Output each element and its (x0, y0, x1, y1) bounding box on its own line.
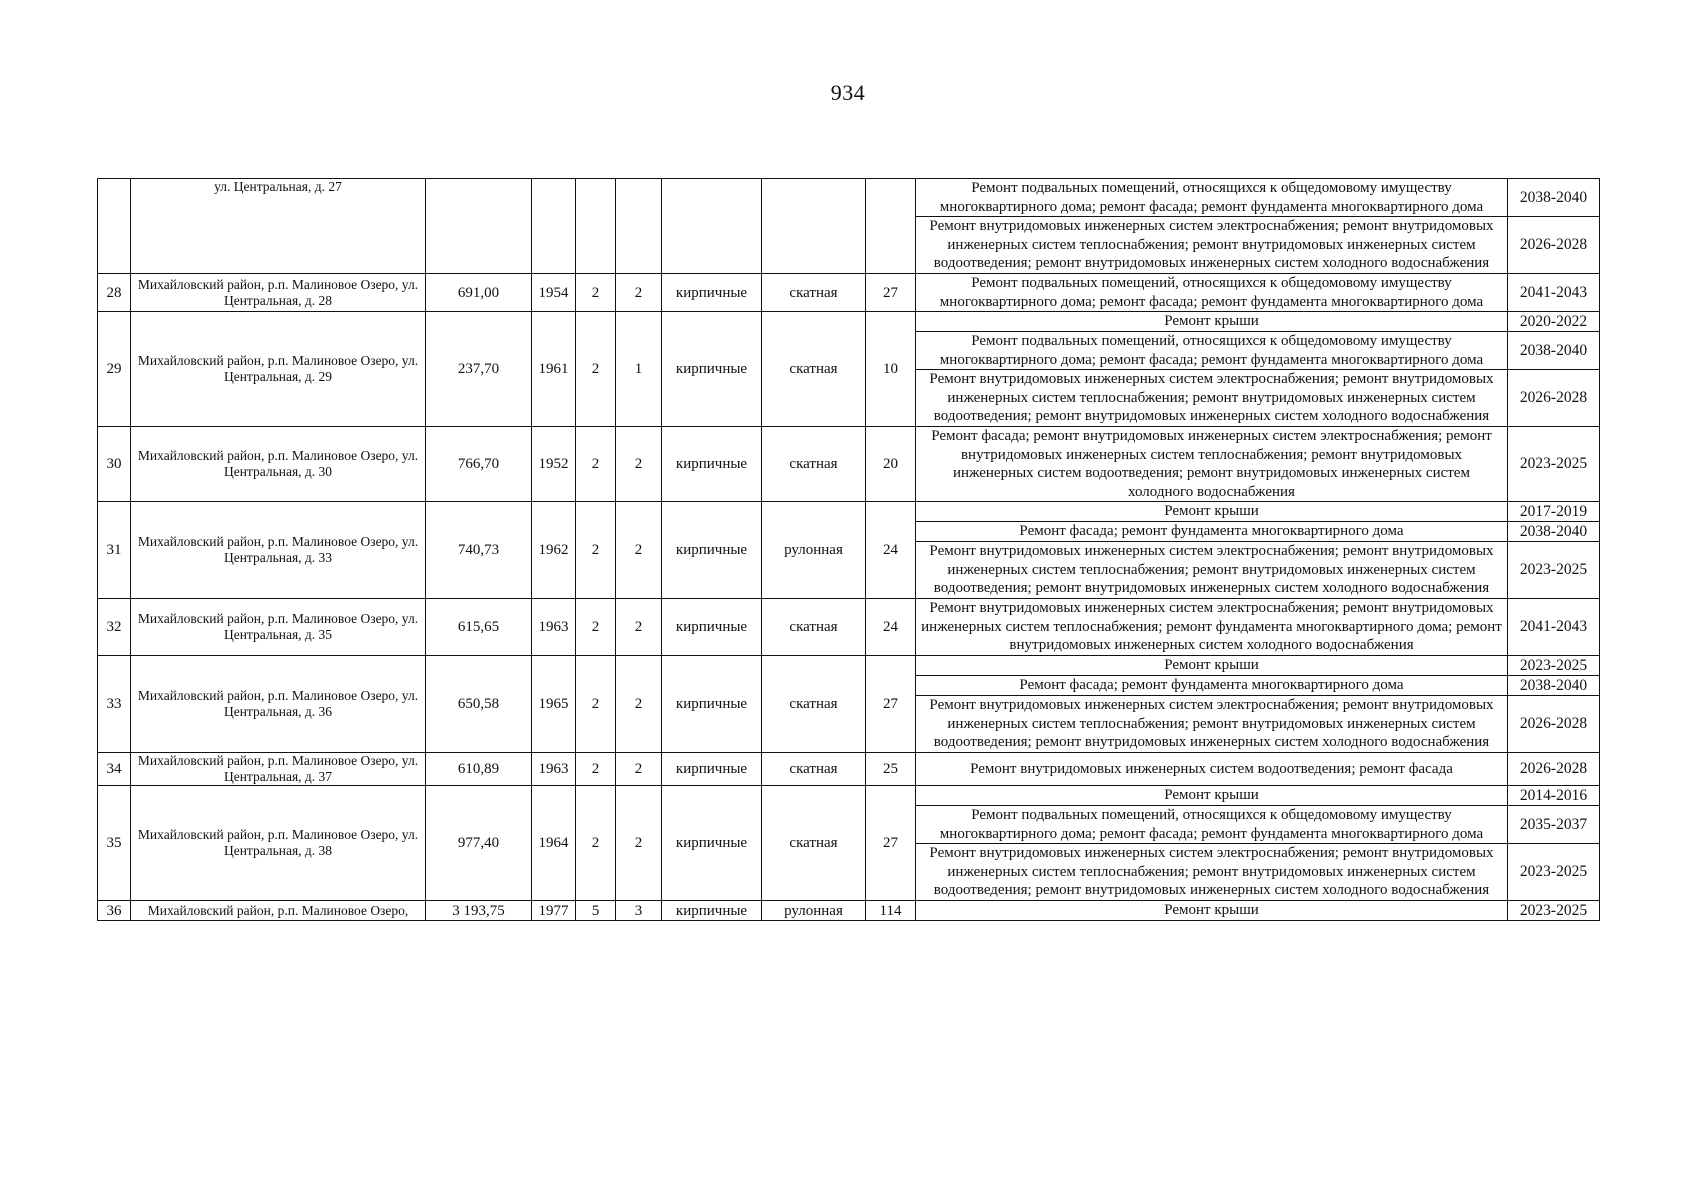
row-number-cell: 31 (98, 502, 131, 599)
period-cell: 2020-2022 (1508, 312, 1600, 332)
works-cell: Ремонт внутридомовых инженерных систем электроснабжения; ремонт внутридомовых инженерных систем теплоснабжения; ремонт внутридомовых инженерных систем водоотведения; ремонт внутридомовых инженерных систем холодного водоснабжения (916, 370, 1508, 427)
row-number-cell: 35 (98, 786, 131, 901)
works-cell: Ремонт крыши (916, 502, 1508, 522)
area-cell: 766,70 (426, 427, 532, 502)
entrances-cell (616, 179, 662, 274)
period-cell: 2023-2025 (1508, 656, 1600, 676)
works-cell: Ремонт крыши (916, 901, 1508, 921)
address-cell: Михайловский район, р.п. Малиновое Озеро, ул. Центральная, д. 38 (131, 786, 426, 901)
apartments-cell: 24 (866, 502, 916, 599)
floors-cell: 2 (576, 753, 616, 786)
area-cell: 740,73 (426, 502, 532, 599)
area-cell: 3 193,75 (426, 901, 532, 921)
works-cell: Ремонт фасада; ремонт фундамента многоквартирного дома (916, 676, 1508, 696)
walls-cell: кирпичные (662, 274, 762, 312)
address-cell: Михайловский район, р.п. Малиновое Озеро, ул. Центральная, д. 29 (131, 312, 426, 427)
apartments-cell: 27 (866, 656, 916, 753)
area-cell (426, 179, 532, 274)
address-cell: Михайловский район, р.п. Малиновое Озеро, ул. Центральная, д. 35 (131, 599, 426, 656)
period-cell: 2026-2028 (1508, 696, 1600, 753)
roof-cell: рулонная (762, 901, 866, 921)
row-number-cell: 30 (98, 427, 131, 502)
period-cell: 2038-2040 (1508, 676, 1600, 696)
table-row (98, 179, 1600, 217)
works-cell: Ремонт подвальных помещений, относящихся к общедомовому имуществу многоквартирного дома; ремонт фасада; ремонт фундамента многоквартирного дома (916, 806, 1508, 844)
table-row (98, 901, 1600, 921)
year-cell: 1963 (532, 753, 576, 786)
year-cell: 1952 (532, 427, 576, 502)
period-cell: 2041-2043 (1508, 274, 1600, 312)
walls-cell: кирпичные (662, 786, 762, 901)
entrances-cell: 2 (616, 427, 662, 502)
area-cell: 977,40 (426, 786, 532, 901)
roof-cell: скатная (762, 427, 866, 502)
table-row (98, 312, 1600, 332)
address-cell: ул. Центральная, д. 27 (131, 179, 426, 274)
roof-cell: скатная (762, 599, 866, 656)
period-cell: 2023-2025 (1508, 901, 1600, 921)
year-cell: 1963 (532, 599, 576, 656)
walls-cell (662, 179, 762, 274)
row-number-cell: 32 (98, 599, 131, 656)
floors-cell: 2 (576, 599, 616, 656)
roof-cell: скатная (762, 753, 866, 786)
walls-cell: кирпичные (662, 427, 762, 502)
period-cell: 2023-2025 (1508, 427, 1600, 502)
period-cell: 2026-2028 (1508, 753, 1600, 786)
walls-cell: кирпичные (662, 312, 762, 427)
period-cell: 2041-2043 (1508, 599, 1600, 656)
roof-cell: скатная (762, 312, 866, 427)
entrances-cell: 2 (616, 786, 662, 901)
apartments-cell: 10 (866, 312, 916, 427)
entrances-cell: 2 (616, 656, 662, 753)
works-cell: Ремонт крыши (916, 786, 1508, 806)
works-cell: Ремонт крыши (916, 656, 1508, 676)
floors-cell: 2 (576, 312, 616, 427)
apartments-cell: 27 (866, 786, 916, 901)
year-cell: 1961 (532, 312, 576, 427)
year-cell: 1977 (532, 901, 576, 921)
area-cell: 615,65 (426, 599, 532, 656)
roof-cell: рулонная (762, 502, 866, 599)
table-row (98, 274, 1600, 312)
period-cell: 2038-2040 (1508, 179, 1600, 217)
period-cell: 2026-2028 (1508, 370, 1600, 427)
works-cell: Ремонт подвальных помещений, относящихся к общедомовому имуществу многоквартирного дома; ремонт фасада; ремонт фундамента многоквартирного дома (916, 332, 1508, 370)
roof-cell (762, 179, 866, 274)
apartments-cell: 20 (866, 427, 916, 502)
table-body (98, 179, 1600, 921)
works-cell: Ремонт крыши (916, 312, 1508, 332)
works-cell: Ремонт внутридомовых инженерных систем электроснабжения; ремонт внутридомовых инженерных систем теплоснабжения; ремонт внутридомовых инженерных систем водоотведения; ремонт внутридомовых инженерных систем холодного водоснабжения (916, 542, 1508, 599)
works-cell: Ремонт внутридомовых инженерных систем электроснабжения; ремонт внутридомовых инженерных систем теплоснабжения; ремонт фундамента многоквартирного дома; ремонт внутридомовых инженерных систем холодного водоснабжения (916, 599, 1508, 656)
walls-cell: кирпичные (662, 753, 762, 786)
period-cell: 2017-2019 (1508, 502, 1600, 522)
roof-cell: скатная (762, 656, 866, 753)
housing-repair-table (97, 178, 1600, 921)
row-number-cell: 28 (98, 274, 131, 312)
floors-cell: 5 (576, 901, 616, 921)
period-cell: 2035-2037 (1508, 806, 1600, 844)
apartments-cell (866, 179, 916, 274)
entrances-cell: 2 (616, 502, 662, 599)
table-row (98, 502, 1600, 522)
works-cell: Ремонт внутридомовых инженерных систем электроснабжения; ремонт внутридомовых инженерных систем теплоснабжения; ремонт внутридомовых инженерных систем водоотведения; ремонт внутридомовых инженерных систем холодного водоснабжения (916, 696, 1508, 753)
roof-cell: скатная (762, 274, 866, 312)
address-cell: Михайловский район, р.п. Малиновое Озеро, ул. Центральная, д. 28 (131, 274, 426, 312)
entrances-cell: 2 (616, 753, 662, 786)
period-cell: 2023-2025 (1508, 542, 1600, 599)
period-cell: 2023-2025 (1508, 844, 1600, 901)
area-cell: 610,89 (426, 753, 532, 786)
works-cell: Ремонт подвальных помещений, относящихся к общедомовому имуществу многоквартирного дома; ремонт фасада; ремонт фундамента многоквартирного дома (916, 179, 1508, 217)
period-cell: 2014-2016 (1508, 786, 1600, 806)
apartments-cell: 24 (866, 599, 916, 656)
table-row (98, 427, 1600, 502)
row-number-cell: 36 (98, 901, 131, 921)
period-cell: 2038-2040 (1508, 522, 1600, 542)
row-number-cell (98, 179, 131, 274)
period-cell: 2026-2028 (1508, 217, 1600, 274)
year-cell: 1965 (532, 656, 576, 753)
area-cell: 650,58 (426, 656, 532, 753)
address-cell: Михайловский район, р.п. Малиновое Озеро, ул. Центральная, д. 37 (131, 753, 426, 786)
address-cell: Михайловский район, р.п. Малиновое Озеро, ул. Центральная, д. 36 (131, 656, 426, 753)
apartments-cell: 27 (866, 274, 916, 312)
walls-cell: кирпичные (662, 901, 762, 921)
area-cell: 237,70 (426, 312, 532, 427)
works-cell: Ремонт фасада; ремонт фундамента многоквартирного дома (916, 522, 1508, 542)
floors-cell: 2 (576, 656, 616, 753)
entrances-cell: 2 (616, 274, 662, 312)
year-cell: 1962 (532, 502, 576, 599)
year-cell: 1964 (532, 786, 576, 901)
address-cell: Михайловский район, р.п. Малиновое Озеро, (131, 901, 426, 921)
walls-cell: кирпичные (662, 599, 762, 656)
apartments-cell: 25 (866, 753, 916, 786)
works-cell: Ремонт подвальных помещений, относящихся к общедомовому имуществу многоквартирного дома; ремонт фасада; ремонт фундамента многоквартирного дома (916, 274, 1508, 312)
floors-cell (576, 179, 616, 274)
entrances-cell: 3 (616, 901, 662, 921)
works-cell: Ремонт внутридомовых инженерных систем электроснабжения; ремонт внутридомовых инженерных систем теплоснабжения; ремонт внутридомовых инженерных систем водоотведения; ремонт внутридомовых инженерных систем холодного водоснабжения (916, 217, 1508, 274)
address-cell: Михайловский район, р.п. Малиновое Озеро, ул. Центральная, д. 30 (131, 427, 426, 502)
roof-cell: скатная (762, 786, 866, 901)
period-cell: 2038-2040 (1508, 332, 1600, 370)
entrances-cell: 2 (616, 599, 662, 656)
works-cell: Ремонт фасада; ремонт внутридомовых инженерных систем электроснабжения; ремонт внутридомовых инженерных систем теплоснабжения; ремонт внутридомовых инженерных систем водоотведения; ремонт внутридомовых инженерных систем холодного водоснабжения (916, 427, 1508, 502)
floors-cell: 2 (576, 274, 616, 312)
table-row (98, 753, 1600, 786)
apartments-cell: 114 (866, 901, 916, 921)
row-number-cell: 34 (98, 753, 131, 786)
row-number-cell: 33 (98, 656, 131, 753)
year-cell: 1954 (532, 274, 576, 312)
works-cell: Ремонт внутридомовых инженерных систем водоотведения; ремонт фасада (916, 753, 1508, 786)
floors-cell: 2 (576, 502, 616, 599)
walls-cell: кирпичные (662, 656, 762, 753)
year-cell (532, 179, 576, 274)
row-number-cell: 29 (98, 312, 131, 427)
floors-cell: 2 (576, 427, 616, 502)
entrances-cell: 1 (616, 312, 662, 427)
page-number: 934 (830, 80, 866, 105)
address-cell: Михайловский район, р.п. Малиновое Озеро, ул. Центральная, д. 33 (131, 502, 426, 599)
area-cell: 691,00 (426, 274, 532, 312)
table-row (98, 656, 1600, 676)
table-row (98, 786, 1600, 806)
works-cell: Ремонт внутридомовых инженерных систем электроснабжения; ремонт внутридомовых инженерных систем теплоснабжения; ремонт внутридомовых инженерных систем водоотведения; ремонт внутридомовых инженерных систем холодного водоснабжения (916, 844, 1508, 901)
floors-cell: 2 (576, 786, 616, 901)
walls-cell: кирпичные (662, 502, 762, 599)
table-row (98, 599, 1600, 656)
